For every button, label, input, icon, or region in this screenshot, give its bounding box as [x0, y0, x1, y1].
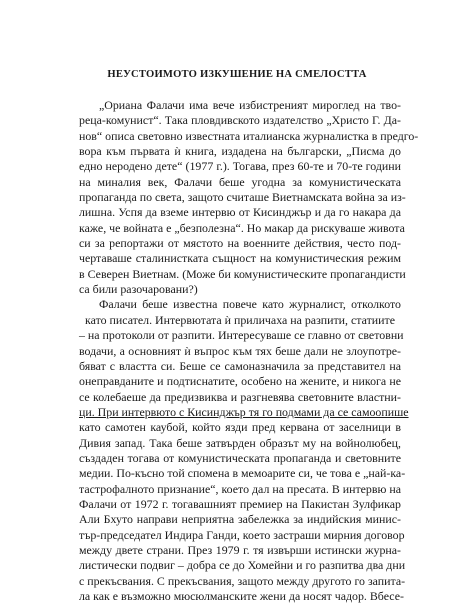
text-line: листически подвиг – добра се до Хомейни и го разпитва два дни	[79, 558, 406, 573]
text-line: медии. По-късно той спомена в мемоарите си, че това е „най-ка-	[79, 466, 406, 481]
text-line: лишна. Успя да вземе интервю от Кисинджър и да го накара да	[79, 205, 401, 220]
text-line: Али Бхуто направи неприятна забележка за индийския минис-	[79, 512, 401, 527]
text-line: Дивия запад. Така беше затвърден образът му на войнолюбец,	[79, 435, 401, 450]
text-line: онеправданите и подтиснатите, особено на жените, и никога не	[79, 374, 401, 389]
text-line: тастрофалното признание“, което дал на пресата. В интервю на	[79, 481, 401, 496]
text-line: на миналия век, Фалачи беше угодна за комунистическата	[79, 174, 401, 189]
text-line: нов“ описа световно известната италианска журналистка в предго-	[79, 128, 419, 143]
body-text	[79, 98, 419, 604]
text-line: като самотен каубой, който язди пред кервана от заселници в	[79, 420, 401, 435]
text-line: тър-председател Индира Ганди, което застраши мирния договор	[79, 527, 405, 542]
text-line: вора към първата ѝ книга, издадена на български, „Писма до	[79, 144, 401, 159]
text-line: с прекъсвания. С прекъсвания, защото между другото го запита-	[79, 573, 406, 588]
text-line: пропаганда по света, защото считаше Виетнамската война за из-	[79, 190, 406, 205]
text-line: Фалачи от 1972 г. тогавашният премиер на Пакистан Зулфикар	[79, 496, 401, 511]
text-line: се колебаеше да предизвиква и разгневява световните властни-	[79, 389, 401, 404]
text-line: – на протоколи от разпити. Интересуваше се главно от световни	[79, 328, 404, 343]
text-line: са били разочаровани?)	[79, 282, 198, 297]
page-title: НЕУСТОИМОТО ИЗКУШЕНИЕ НА СМЕЛОСТТА	[107, 69, 367, 80]
text-line: „Ориана Фалачи има вече избистреният мироглед на тво-	[99, 98, 401, 112]
text-line: каже, че войната е „безполезна“. Но макар да рискуваше живота	[79, 220, 405, 235]
text-line: създаден тогава от комунистическата пропаганда и световните	[79, 450, 401, 465]
text-line: ла как е възможно мюсюлманските жени да носят чадор. Вбесе-	[79, 589, 404, 603]
paragraph-1	[79, 98, 419, 297]
text-line: водачи, а основният ѝ въпрос към тях беше дали не злоупотре-	[79, 343, 401, 358]
text-line: ци. При интервюто с Кисинджър тя го подмами да се самоопише	[79, 404, 409, 419]
text-line: бяват с властта си. Беше се самоназначила за представител на	[79, 358, 401, 373]
text-line: едно неродено дете“ (1977 г.). Тогава, през 60-те и 70-те години	[79, 159, 401, 174]
paragraph-2	[79, 297, 409, 604]
text-line: като писател. Интервютата ѝ приличаха на разпити, статиите	[85, 312, 395, 327]
text-line: между двете страни. През 1979 г. тя извърши истински журна-	[79, 542, 401, 557]
text-line: в Северен Виетнам. (Може би комунистическите пропагандисти	[79, 266, 406, 281]
text-line: си за репортажи от мястото на военните действия, често под-	[79, 236, 401, 251]
text-line: чертаваше сталинистката същност на комунистическия режим	[79, 251, 401, 266]
text-line: реца-комунист“. Така пловдивското издателство „Христо Г. Да-	[79, 113, 401, 128]
text-line: Фалачи беше известна повече като журналист, отколкото	[99, 297, 401, 312]
